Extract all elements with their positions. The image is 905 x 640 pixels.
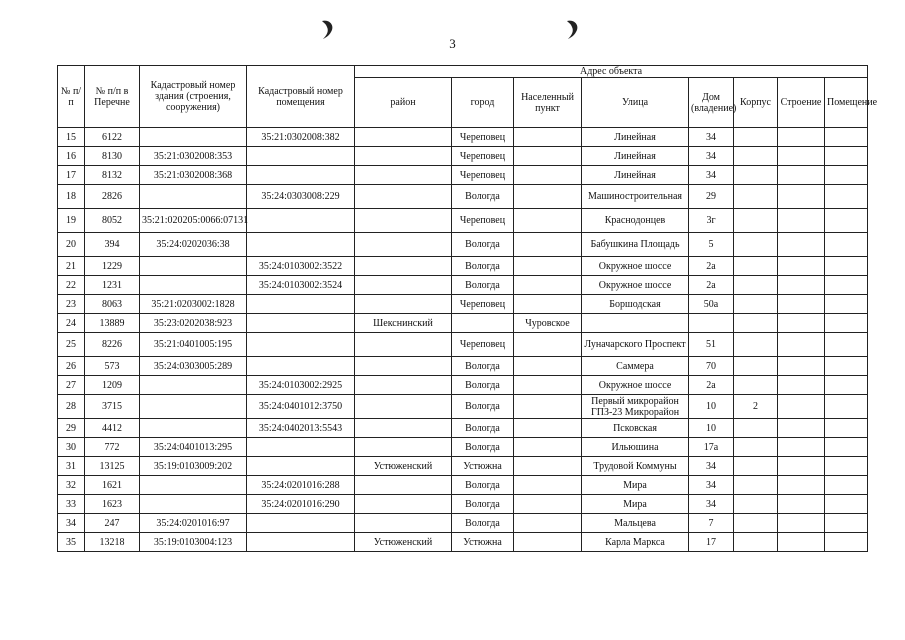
cell-street: Трудовой Коммуны: [582, 457, 689, 476]
cell-settlement: [514, 457, 582, 476]
cell-premises: [825, 419, 868, 438]
cell-num-list: 247: [85, 514, 140, 533]
cell-premises: [825, 166, 868, 185]
header-cad-room: Кадастровый номер помещения: [247, 66, 355, 128]
cell-settlement: [514, 438, 582, 457]
cell-num: 23: [58, 295, 85, 314]
table-row: [58, 333, 868, 357]
cell-premises: [825, 257, 868, 276]
cell-district: [355, 209, 452, 233]
cell-premises: [825, 185, 868, 209]
cell-premises: [825, 209, 868, 233]
cell-house: 7: [689, 514, 734, 533]
cell-structure: [778, 395, 825, 419]
table-row: [58, 495, 868, 514]
cell-city: Вологда: [452, 514, 514, 533]
cell-num: 28: [58, 395, 85, 419]
table-row: [58, 514, 868, 533]
cell-district: [355, 233, 452, 257]
cell-city: Вологда: [452, 438, 514, 457]
cell-district: [355, 128, 452, 147]
cell-street: Бабушкина Площадь: [582, 233, 689, 257]
cell-cad-room: [247, 209, 355, 233]
cell-structure: [778, 257, 825, 276]
cell-house: 17: [689, 533, 734, 552]
table-row: [58, 419, 868, 438]
cell-structure: [778, 457, 825, 476]
cell-street: Окружное шоссе: [582, 257, 689, 276]
table-row: [58, 276, 868, 295]
table-row: [58, 257, 868, 276]
cell-house: 34: [689, 476, 734, 495]
cell-cad-room: [247, 166, 355, 185]
cell-street: Окружное шоссе: [582, 376, 689, 395]
cell-city: Вологда: [452, 357, 514, 376]
cell-district: [355, 495, 452, 514]
cell-num: 22: [58, 276, 85, 295]
cell-settlement: [514, 185, 582, 209]
cell-cad-room: [247, 147, 355, 166]
cell-house: 10: [689, 419, 734, 438]
cell-city: Череповец: [452, 166, 514, 185]
cell-city: Череповец: [452, 147, 514, 166]
table-row: [58, 376, 868, 395]
cell-num: 24: [58, 314, 85, 333]
cell-num-list: 8130: [85, 147, 140, 166]
cell-building: [734, 314, 778, 333]
table-row: [58, 314, 868, 333]
cell-num: 26: [58, 357, 85, 376]
cell-structure: [778, 476, 825, 495]
cell-num: 18: [58, 185, 85, 209]
cell-structure: [778, 276, 825, 295]
cell-house: [689, 314, 734, 333]
table-row: [58, 295, 868, 314]
cell-street: [582, 314, 689, 333]
cell-building: [734, 128, 778, 147]
cell-premises: [825, 314, 868, 333]
cell-street: Окружное шоссе: [582, 276, 689, 295]
cell-num-list: 1621: [85, 476, 140, 495]
cell-settlement: [514, 376, 582, 395]
cell-building: [734, 495, 778, 514]
cell-premises: [825, 147, 868, 166]
cell-structure: [778, 314, 825, 333]
cell-house: 70: [689, 357, 734, 376]
cell-num-list: 1623: [85, 495, 140, 514]
cell-settlement: [514, 495, 582, 514]
cell-building: [734, 419, 778, 438]
cell-num: 34: [58, 514, 85, 533]
header-num: № п/п: [58, 66, 85, 128]
cell-house: 34: [689, 166, 734, 185]
cell-street: Линейная: [582, 128, 689, 147]
cell-num: 35: [58, 533, 85, 552]
cell-district: [355, 438, 452, 457]
header-settlement: Населенный пункт: [514, 78, 582, 128]
cell-cad-building: [140, 185, 247, 209]
cell-num-list: 573: [85, 357, 140, 376]
table-row: [58, 128, 868, 147]
table-row: [58, 438, 868, 457]
cell-district: [355, 376, 452, 395]
cell-house: 5: [689, 233, 734, 257]
cell-district: Устюженский: [355, 457, 452, 476]
cell-cad-room: 35:21:0302008:382: [247, 128, 355, 147]
cell-house: 51: [689, 333, 734, 357]
cell-city: Устюжна: [452, 457, 514, 476]
cell-settlement: [514, 514, 582, 533]
cell-street: Псковская: [582, 419, 689, 438]
cell-num: 29: [58, 419, 85, 438]
cell-city: Вологда: [452, 276, 514, 295]
cell-cad-room: 35:24:0201016:288: [247, 476, 355, 495]
cell-premises: [825, 276, 868, 295]
cell-city: Череповец: [452, 209, 514, 233]
table-row: [58, 533, 868, 552]
cell-building: [734, 333, 778, 357]
cell-settlement: [514, 357, 582, 376]
cell-cad-room: [247, 233, 355, 257]
cell-city: Вологда: [452, 376, 514, 395]
cell-num: 31: [58, 457, 85, 476]
cell-house: 2а: [689, 376, 734, 395]
cell-structure: [778, 147, 825, 166]
cell-premises: [825, 295, 868, 314]
cell-building: [734, 209, 778, 233]
cell-structure: [778, 495, 825, 514]
cell-street: Мальцева: [582, 514, 689, 533]
cell-num: 27: [58, 376, 85, 395]
cell-city: Вологда: [452, 233, 514, 257]
cell-settlement: [514, 476, 582, 495]
cell-cad-room: 35:24:0103002:3522: [247, 257, 355, 276]
cell-cad-building: [140, 276, 247, 295]
cell-cad-building: 35:21:0302008:353: [140, 147, 247, 166]
cell-street: Линейная: [582, 166, 689, 185]
cell-city: Вологда: [452, 495, 514, 514]
cell-structure: [778, 376, 825, 395]
header-street: Улица: [582, 78, 689, 128]
cell-cad-room: 35:24:0103002:2925: [247, 376, 355, 395]
cell-premises: [825, 357, 868, 376]
cell-premises: [825, 476, 868, 495]
cell-num: 21: [58, 257, 85, 276]
cell-settlement: [514, 295, 582, 314]
cell-district: Устюженский: [355, 533, 452, 552]
cell-num-list: 1229: [85, 257, 140, 276]
cell-cad-room: [247, 357, 355, 376]
cell-settlement: [514, 128, 582, 147]
cell-building: [734, 295, 778, 314]
objects-table: [57, 65, 878, 552]
cell-building: [734, 257, 778, 276]
cell-cad-building: 35:24:0303005:289: [140, 357, 247, 376]
cell-structure: [778, 533, 825, 552]
cell-cad-room: 35:24:0402013:5543: [247, 419, 355, 438]
cell-house: 34: [689, 128, 734, 147]
table-row: [58, 457, 868, 476]
table-row: [58, 476, 868, 495]
cell-building: [734, 147, 778, 166]
cell-cad-room: [247, 533, 355, 552]
cell-district: [355, 476, 452, 495]
cell-settlement: [514, 333, 582, 357]
cell-structure: [778, 185, 825, 209]
cell-city: Устюжна: [452, 533, 514, 552]
cell-street: Луначарского Проспект: [582, 333, 689, 357]
cell-structure: [778, 514, 825, 533]
cell-cad-building: [140, 419, 247, 438]
cell-district: [355, 333, 452, 357]
cell-cad-building: [140, 257, 247, 276]
cell-house: 3г: [689, 209, 734, 233]
cell-house: 17а: [689, 438, 734, 457]
cell-house: 50а: [689, 295, 734, 314]
cell-building: [734, 357, 778, 376]
cell-city: Вологда: [452, 185, 514, 209]
header-building: Корпус: [734, 78, 778, 128]
cell-num-list: 772: [85, 438, 140, 457]
cell-num: 30: [58, 438, 85, 457]
table-row: [58, 395, 868, 419]
cell-settlement: [514, 147, 582, 166]
table-row: [58, 357, 868, 376]
header-structure: Строение: [778, 78, 825, 128]
header-city: город: [452, 78, 514, 128]
cell-structure: [778, 295, 825, 314]
cell-house: 34: [689, 495, 734, 514]
cell-street: Краснодонцев: [582, 209, 689, 233]
cell-cad-building: 35:24:0201016:97: [140, 514, 247, 533]
cell-settlement: [514, 419, 582, 438]
table-row: [58, 233, 868, 257]
cell-building: [734, 476, 778, 495]
cell-cad-room: 35:24:0201016:290: [247, 495, 355, 514]
cell-settlement: [514, 395, 582, 419]
cell-house: 2а: [689, 257, 734, 276]
cell-cad-room: [247, 514, 355, 533]
cell-district: [355, 295, 452, 314]
cell-cad-building: 35:21:0401005:195: [140, 333, 247, 357]
cell-premises: [825, 128, 868, 147]
cell-structure: [778, 166, 825, 185]
cell-num: 17: [58, 166, 85, 185]
cell-premises: [825, 233, 868, 257]
cell-structure: [778, 357, 825, 376]
cell-city: [452, 314, 514, 333]
cell-premises: [825, 438, 868, 457]
cell-house: 34: [689, 147, 734, 166]
cell-cad-building: 35:21:0203002:1828: [140, 295, 247, 314]
cell-street: Мира: [582, 476, 689, 495]
table-row: [58, 185, 868, 209]
cell-house: 34: [689, 457, 734, 476]
cell-num-list: 8226: [85, 333, 140, 357]
cell-district: [355, 257, 452, 276]
cell-num-list: 2826: [85, 185, 140, 209]
cell-house: 2а: [689, 276, 734, 295]
header-address-group: Адрес объекта: [355, 66, 868, 78]
cell-building: [734, 438, 778, 457]
cell-num-list: 13218: [85, 533, 140, 552]
cell-district: [355, 166, 452, 185]
cell-num-list: 1209: [85, 376, 140, 395]
cell-settlement: [514, 257, 582, 276]
cell-street: Линейная: [582, 147, 689, 166]
cell-building: 2: [734, 395, 778, 419]
cell-num: 33: [58, 495, 85, 514]
cell-cad-room: [247, 457, 355, 476]
page-number: 3: [449, 36, 456, 51]
cell-cad-building: 35:19:0103004:123: [140, 533, 247, 552]
table-row: [58, 166, 868, 185]
header-house: Дом (владение): [689, 78, 734, 128]
header-district: район: [355, 78, 452, 128]
cell-structure: [778, 438, 825, 457]
cell-premises: [825, 457, 868, 476]
header-cad-building: Кадастровый номер здания (строения, сооружения): [140, 66, 247, 128]
cell-street: Саммера: [582, 357, 689, 376]
cell-num-list: 8052: [85, 209, 140, 233]
cell-structure: [778, 233, 825, 257]
cell-city: Вологда: [452, 257, 514, 276]
cell-building: [734, 233, 778, 257]
cell-cad-room: 35:24:0103002:3524: [247, 276, 355, 295]
cell-premises: [825, 495, 868, 514]
cell-num-list: 13889: [85, 314, 140, 333]
cell-num: 19: [58, 209, 85, 233]
cell-street: Мира: [582, 495, 689, 514]
cell-structure: [778, 333, 825, 357]
cell-num-list: 13125: [85, 457, 140, 476]
cell-district: [355, 147, 452, 166]
cell-city: Вологда: [452, 419, 514, 438]
cell-premises: [825, 376, 868, 395]
cell-num: 15: [58, 128, 85, 147]
cell-district: [355, 276, 452, 295]
cell-cad-building: [140, 128, 247, 147]
cell-street: Боршодская: [582, 295, 689, 314]
cell-num-list: 8132: [85, 166, 140, 185]
cell-building: [734, 376, 778, 395]
cell-settlement: Чуровское: [514, 314, 582, 333]
cell-cad-room: [247, 314, 355, 333]
table-row: [58, 147, 868, 166]
cell-cad-building: 35:24:0401013:295: [140, 438, 247, 457]
cell-district: [355, 395, 452, 419]
cell-premises: [825, 533, 868, 552]
cell-city: Череповец: [452, 128, 514, 147]
cell-premises: [825, 395, 868, 419]
cell-cad-building: [140, 476, 247, 495]
cell-cad-building: 35:23:0202038:923: [140, 314, 247, 333]
cell-building: [734, 533, 778, 552]
cell-num-list: 3715: [85, 395, 140, 419]
cell-house: 10: [689, 395, 734, 419]
cell-cad-room: 35:24:0303008:229: [247, 185, 355, 209]
cell-district: [355, 357, 452, 376]
cell-district: Шекснинский: [355, 314, 452, 333]
cell-cad-building: [140, 395, 247, 419]
cell-cad-room: [247, 295, 355, 314]
cell-city: Череповец: [452, 333, 514, 357]
cell-settlement: [514, 276, 582, 295]
header-premises: Помещение: [825, 78, 868, 128]
cell-cad-room: [247, 438, 355, 457]
cell-premises: [825, 514, 868, 533]
cell-district: [355, 185, 452, 209]
cell-cad-building: 35:24:0202036:38: [140, 233, 247, 257]
cell-num-list: 1231: [85, 276, 140, 295]
cell-num-list: 6122: [85, 128, 140, 147]
cell-settlement: [514, 166, 582, 185]
cell-num-list: 8063: [85, 295, 140, 314]
cell-street: Карла Маркса: [582, 533, 689, 552]
cell-city: Вологда: [452, 395, 514, 419]
cell-district: [355, 514, 452, 533]
cell-city: Вологда: [452, 476, 514, 495]
cell-house: 29: [689, 185, 734, 209]
cell-cad-building: [140, 495, 247, 514]
cell-structure: [778, 209, 825, 233]
cell-building: [734, 185, 778, 209]
cell-num-list: 394: [85, 233, 140, 257]
cell-street: Ильюшина: [582, 438, 689, 457]
cell-cad-building: [140, 376, 247, 395]
cell-settlement: [514, 233, 582, 257]
cell-num: 32: [58, 476, 85, 495]
cell-building: [734, 166, 778, 185]
cell-district: [355, 419, 452, 438]
cell-num: 20: [58, 233, 85, 257]
cell-settlement: [514, 533, 582, 552]
cell-cad-building: 35:21:020205:0066:07131: [140, 209, 247, 233]
cell-city: Череповец: [452, 295, 514, 314]
cell-cad-room: [247, 333, 355, 357]
cell-building: [734, 457, 778, 476]
cell-premises: [825, 333, 868, 357]
cell-building: [734, 514, 778, 533]
header-num-list: № п/п в Перечне: [85, 66, 140, 128]
cell-cad-room: 35:24:0401012:3750: [247, 395, 355, 419]
cell-building: [734, 276, 778, 295]
cell-structure: [778, 419, 825, 438]
cell-structure: [778, 128, 825, 147]
cell-cad-building: 35:21:0302008:368: [140, 166, 247, 185]
cell-settlement: [514, 209, 582, 233]
cell-cad-building: 35:19:0103009:202: [140, 457, 247, 476]
cell-num: 25: [58, 333, 85, 357]
table-row: [58, 209, 868, 233]
cell-num: 16: [58, 147, 85, 166]
cell-num-list: 4412: [85, 419, 140, 438]
cell-street: Машиностроительная: [582, 185, 689, 209]
cell-street: Первый микрорайон ГПЗ-23 Микрорайон: [582, 395, 689, 419]
